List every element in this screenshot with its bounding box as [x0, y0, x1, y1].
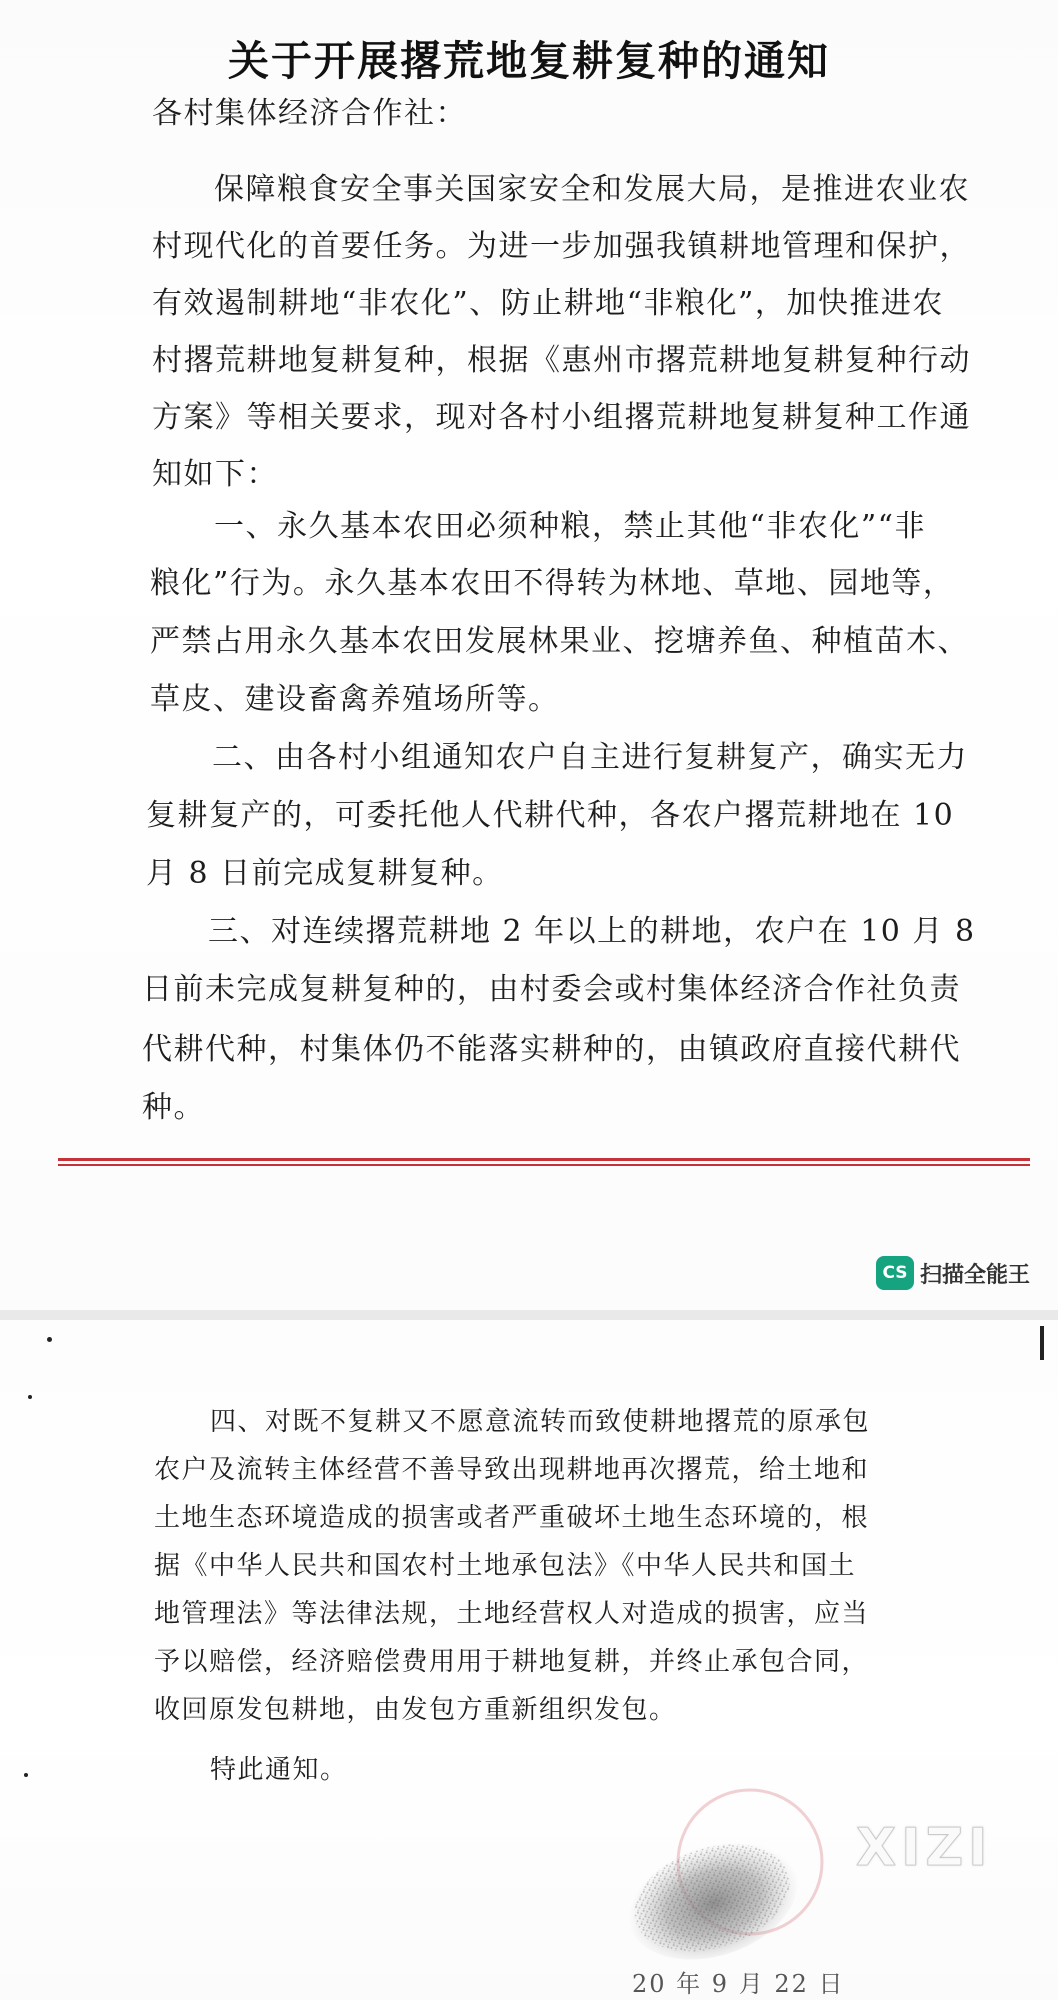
- item-1-line: 粮化”行为。永久基本农田不得转为林地、草地、园地等，: [150, 566, 955, 601]
- item-1-line: 一、永久基本农田必须种粮，禁止其他“非农化”“非: [214, 509, 927, 544]
- page-divider: [0, 1310, 1058, 1320]
- intro-line: 方案》等相关要求，现对各村小组撂荒耕地复耕复种工作通: [152, 400, 971, 435]
- item-4-line: 农户及流转主体经营不善导致出现耕地再次撂荒，给土地和: [154, 1455, 870, 1485]
- item-4-line: 土地生态环境造成的损害或者严重破坏土地生态环境的，根: [154, 1503, 870, 1533]
- scan-edge-mark: [1040, 1326, 1044, 1360]
- notice-date: 20 年 9 月 22 日: [632, 1970, 845, 1998]
- item-3-line: 种。: [142, 1090, 205, 1125]
- item-2-line: 月 8 日前完成复耕复种。: [146, 856, 504, 891]
- red-rule-top: [58, 1158, 1030, 1161]
- scan-speck: [24, 1773, 28, 1777]
- intro-line: 村现代化的首要任务。为进一步加强我镇耕地管理和保护，: [152, 229, 971, 264]
- item-3-line: 日前未完成复耕复种的，由村委会或村集体经济合作社负责: [142, 972, 961, 1007]
- camscanner-logo-icon: CS: [876, 1256, 914, 1290]
- intro-line: 知如下：: [152, 457, 278, 492]
- item-2-line: 二、由各村小组通知农户自主进行复耕复产，确实无力: [212, 740, 968, 775]
- item-3-line: 代耕代种，村集体仍不能落实耕种的，由镇政府直接代耕代: [142, 1032, 961, 1067]
- scan-speck: [47, 1337, 52, 1342]
- item-4-line: 收回原发包耕地，由发包方重新组织发包。: [154, 1695, 677, 1725]
- scanner-app-label: 扫描全能王: [920, 1263, 1031, 1288]
- item-3-line: 三、对连续撂荒耕地 2 年以上的耕地，农户在 10 月 8: [208, 914, 976, 949]
- salutation: 各村集体经济合作社：: [152, 96, 467, 131]
- redacted-seal-icon: [600, 1780, 900, 1980]
- red-rule-bottom: [58, 1164, 1030, 1166]
- intro-line: 保障粮食安全事关国家安全和发展大局，是推进农业农: [214, 172, 970, 207]
- item-4-line: 四、对既不复耕又不愿意流转而致使耕地撂荒的原承包: [210, 1407, 871, 1437]
- item-2-line: 复耕复产的，可委托他人代耕代种，各农户撂荒耕地在 10: [146, 798, 955, 833]
- item-4-line: 地管理法》等法律法规，土地经营权人对造成的损害，应当: [154, 1599, 870, 1629]
- item-1-line: 严禁占用永久基本农田发展林果业、挖塘养鱼、种植苗木、: [150, 624, 969, 659]
- item-4-line: 予以赔偿，经济赔偿费用用于耕地复耕，并终止承包合同，: [154, 1647, 870, 1677]
- item-4-line: 据《中华人民共和国农村土地承包法》《中华人民共和国土: [154, 1551, 857, 1581]
- site-watermark: XIZI: [856, 1818, 993, 1878]
- notice-title: 关于开展撂荒地复耕复种的通知: [228, 37, 830, 85]
- intro-line: 有效遏制耕地“非农化”、防止耕地“非粮化”，加快推进农: [152, 286, 944, 321]
- intro-line: 村撂荒耕地复耕复种，根据《惠州市撂荒耕地复耕复种行动: [152, 343, 971, 378]
- item-1-line: 草皮、建设畜禽养殖场所等。: [150, 682, 560, 717]
- closing-text: 特此通知。: [210, 1755, 348, 1785]
- scan-speck: [28, 1395, 32, 1399]
